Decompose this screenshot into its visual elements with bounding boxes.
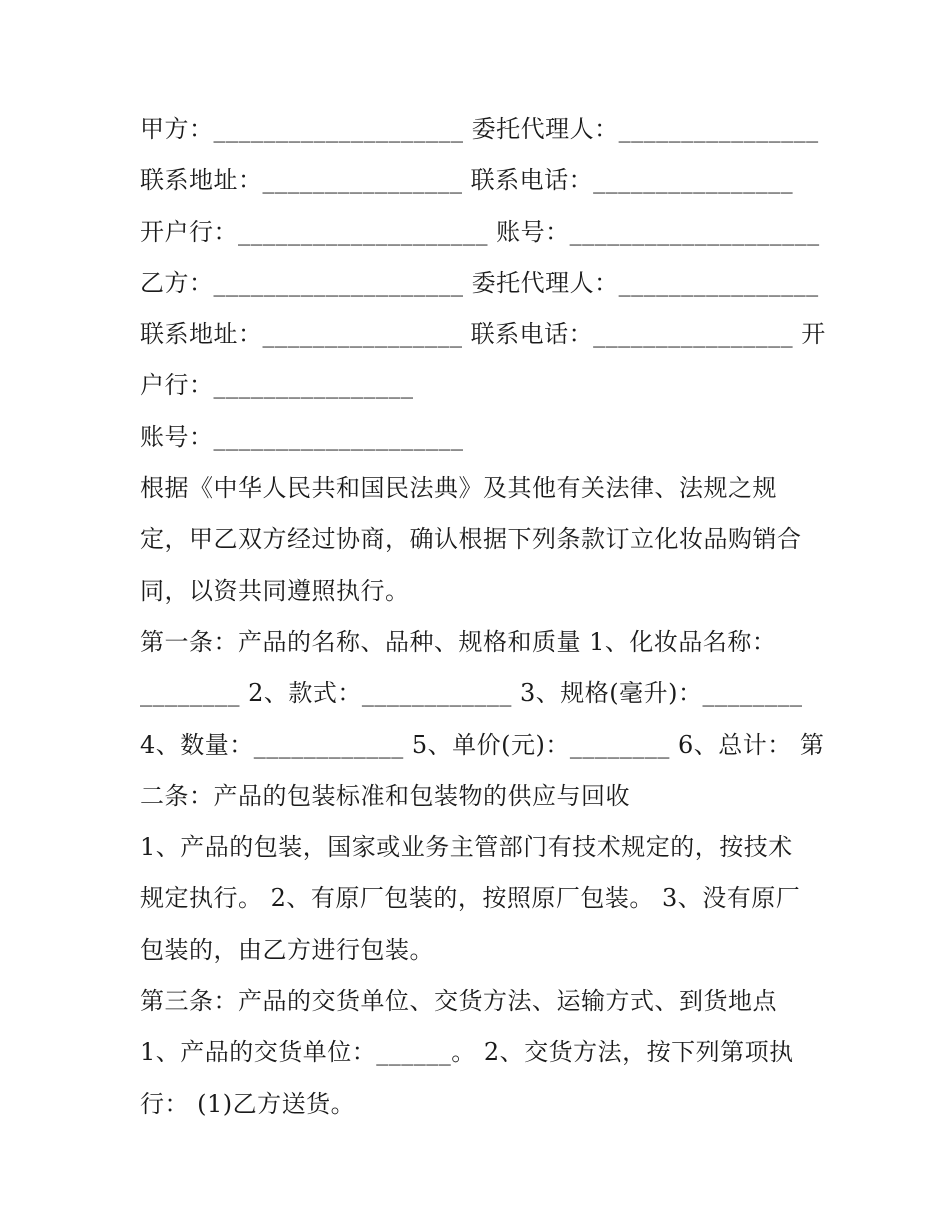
party-a-bank-line: 开户行：____________________ 账号：____________________ [140, 217, 820, 246]
contract-page [140, 104, 826, 1130]
preamble-line-3: 同，以资共同遵照执行。 [140, 576, 410, 605]
party-b-line: 乙方：____________________ 委托代理人：________________ [140, 268, 819, 297]
party-b-bank-line: 户行：________________ [140, 371, 414, 400]
article-two-line-3: 包装的，由乙方进行包装。 [140, 935, 434, 964]
article-one-line-2: ________ 2、款式：____________ 3、规格(毫升)：________ [140, 679, 803, 708]
article-two-heading: 二条：产品的包装标准和包装物的供应与回收 [140, 781, 630, 810]
article-three-line-1: 1、产品的交货单位：______。 2、交货方法，按下列第项执 [140, 1038, 794, 1067]
party-b-contact-line: 联系地址：________________ 联系电话：________________ 开 [140, 320, 826, 349]
article-one-line-1: 第一条：产品的名称、品种、规格和质量 1、化妆品名称： [140, 627, 777, 656]
party-a-line: 甲方：____________________ 委托代理人：________________ [140, 115, 819, 143]
party-a-contact-line: 联系地址：________________ 联系电话：________________ [140, 166, 794, 195]
article-two-line-2: 规定执行。 2、有原厂包装的，按照原厂包装。 3、没有原厂 [140, 884, 801, 913]
preamble-line-1: 根据《中华人民共和国民法典》及其他有关法律、法规之规 [140, 474, 777, 503]
article-three-line-2: 行： (1)乙方送货。 [140, 1089, 356, 1118]
article-one-line-3: 4、数量：____________ 5、单价(元)：________ 6、总计： 第 [140, 730, 825, 759]
article-two-line-1: 1、产品的包装，国家或业务主管部门有技术规定的，按技术 [140, 833, 793, 862]
party-b-account-line: 账号：____________________ [140, 422, 464, 451]
article-three-heading: 第三条：产品的交货单位、交货方法、运输方式、到货地点 [140, 987, 777, 1016]
preamble-line-2: 定，甲乙双方经过协商，确认根据下列条款订立化妆品购销合 [140, 525, 802, 554]
